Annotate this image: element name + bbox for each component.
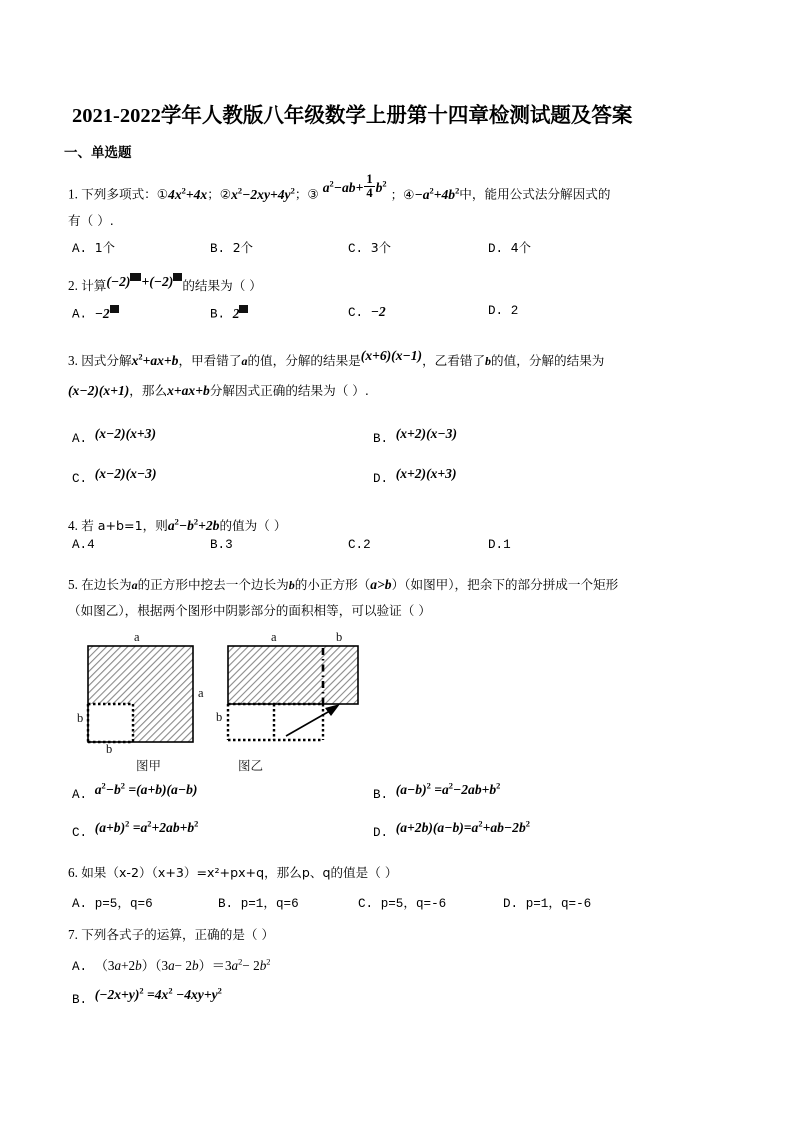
option-label: D.: [488, 242, 504, 256]
question-6-stem-text: 如果（x-2）（x+3）=x²+px+q，那么p、q的值是（ ）: [81, 865, 398, 880]
question-3: [68, 348, 736, 404]
question-4-stem: [68, 513, 736, 539]
option-text: 2: [363, 538, 371, 552]
question-6-option-d[interactable]: [503, 892, 591, 911]
question-7-number: 7.: [68, 927, 78, 942]
exponent-blob-99: [173, 273, 182, 281]
q5-t2: 的正方形中挖去一个边长为: [137, 577, 289, 592]
question-5-option-b[interactable]: [373, 780, 501, 802]
question-2-expr: (−2) +(−2): [106, 274, 182, 289]
right-shaded-region: [228, 646, 358, 704]
q3-t2: ，甲看错了: [178, 353, 242, 368]
question-3-option-a[interactable]: [72, 426, 156, 446]
option-label: B.: [373, 432, 389, 446]
q4-expr: $a^2-b^2+2b$: [167, 516, 220, 533]
option-label: A.: [72, 307, 88, 322]
option-text: $(a-b)^2 =a^2-2ab+b^2$: [395, 780, 501, 797]
option-text: 4: [87, 538, 95, 552]
question-1-stem-prefix: 下列多项式：①: [81, 186, 169, 202]
question-1-number: 1.: [68, 186, 78, 202]
question-7-stem: [68, 922, 736, 948]
question-7-stem-text: 下列各式子的运算，正确的是（ ）: [81, 927, 275, 942]
section-heading: 一、单选题: [64, 145, 132, 161]
question-1-stem: [68, 172, 736, 208]
q4-t1: 若 a+b=1，则: [81, 518, 168, 533]
question-3-number: 3.: [68, 353, 78, 368]
page-title: 2021-2022学年人教版八年级数学上册第十四章检测试题及答案: [72, 105, 633, 127]
question-3-option-c[interactable]: [72, 466, 157, 486]
option-label: A.: [72, 960, 88, 974]
right-label-left-b: b: [216, 710, 223, 724]
question-6-option-c[interactable]: [358, 892, 446, 911]
option-label: C.: [72, 472, 88, 486]
question-1-option-c[interactable]: [348, 238, 391, 256]
option-label: B.: [210, 538, 226, 552]
option-text: $(a+2b)(a-b)=a^2+ab-2b^2$: [395, 818, 530, 835]
q3-expr-3: (x−2)(x+1): [68, 383, 130, 398]
option-label: D.: [373, 472, 389, 486]
right-label-top-b: b: [336, 630, 343, 644]
option-label: B.: [218, 897, 234, 911]
option-text: 2: [510, 304, 519, 318]
question-1-expr-1: $4x^2+4x$: [168, 185, 208, 202]
option-text: (x+2)(x+3): [395, 466, 457, 481]
question-5-figure: [78, 632, 378, 772]
question-4-option-d[interactable]: [488, 538, 511, 552]
exponent-blob-100: [130, 273, 141, 281]
option-label: C.: [348, 306, 364, 320]
question-1-stem-suffix: 中，能用公式法分解因式的: [459, 186, 611, 202]
question-5-option-c[interactable]: [72, 818, 199, 840]
option-text: p=5，q=6: [94, 897, 153, 911]
q3-expr-1: $x^2+ax+b$: [131, 351, 179, 368]
question-1-option-b[interactable]: [210, 238, 253, 256]
question-4-options: [68, 538, 736, 558]
q3-t3: 的值，分解的结果是: [247, 353, 361, 368]
question-5-number: 5.: [68, 577, 78, 592]
question-2-number: 2.: [68, 278, 78, 293]
q5-cond: a>b: [370, 577, 392, 592]
option-label: B.: [72, 993, 88, 1007]
option-text: (x+2)(x−3): [395, 426, 457, 441]
question-6-number: 6.: [68, 865, 78, 880]
question-3-options: [68, 426, 736, 500]
q3-var-b: b: [485, 354, 492, 368]
option-label: A.: [72, 788, 88, 802]
question-7-option-b[interactable]: [72, 985, 222, 1007]
question-2: [68, 273, 736, 299]
option-text: (x−2)(x+3): [94, 426, 156, 441]
option-text: 3个: [370, 240, 391, 255]
q5-t3: 的小正方形（: [294, 577, 371, 592]
q3-expr-4: x+ax+b: [167, 383, 210, 398]
question-1-option-a[interactable]: [72, 238, 115, 256]
question-4-option-b[interactable]: [210, 538, 233, 552]
q3-t1: 因式分解: [81, 353, 132, 368]
question-1-expr-4: $-a^2+4b^2$: [414, 185, 460, 202]
move-arrow-shaft: [286, 708, 335, 736]
question-6-option-b[interactable]: [218, 892, 299, 911]
question-2-options: [68, 304, 736, 324]
question-6-option-a[interactable]: [72, 892, 153, 911]
option-label: A.: [72, 432, 88, 446]
option-text: −2: [95, 306, 119, 321]
question-1-expr-3: $a^2-ab+$ $\frac{1}{4}$ $b^2$: [322, 172, 387, 200]
option-text: (x−2)(x−3): [94, 466, 157, 481]
q5-var-2: b: [288, 578, 295, 592]
left-label-bottom-b: b: [106, 742, 113, 756]
option-text: −2: [370, 304, 386, 319]
question-1: [68, 172, 736, 234]
q3-expr-2: (x+6)(x−1): [360, 348, 423, 363]
question-1-option-d[interactable]: [488, 238, 531, 256]
question-2-option-b[interactable]: [210, 304, 248, 322]
question-2-stem-suffix: 的结果为（ ）: [182, 278, 262, 293]
q3-var-a: a: [241, 354, 248, 368]
exponent-blob-99: [239, 305, 248, 313]
question-1-sep-3: ；④: [390, 186, 415, 202]
question-7-option-a[interactable]: [72, 955, 271, 974]
question-2-stem-prefix: 计算: [81, 278, 107, 293]
option-text: $(a+b)^2 =a^2+2ab+b^2$: [94, 818, 199, 835]
exponent-blob-99: [110, 305, 119, 313]
q3-t5: 的值，分解的结果为: [491, 353, 605, 368]
move-arrow-head: [325, 704, 340, 716]
option-label: D.: [488, 538, 504, 552]
option-text: p=1，q=-6: [525, 897, 592, 911]
figure-svg: [78, 632, 378, 772]
figure-left-jia: [88, 646, 193, 742]
option-label: D.: [373, 826, 389, 840]
question-5-options: [68, 780, 736, 856]
option-text: $(-2x+y)^2 =4x^2 -4xy+y^2$: [94, 985, 222, 1002]
option-text: 1个: [94, 240, 115, 255]
question-4-number: 4.: [68, 518, 78, 533]
question-4-option-a[interactable]: [72, 538, 95, 552]
question-1-sep-1: ；②: [207, 186, 232, 202]
question-1-stem-line2: 有（ ）.: [68, 212, 114, 228]
left-figure-caption: 图甲: [136, 758, 162, 773]
left-label-right-a: a: [198, 686, 204, 700]
question-3-stem-line2: [68, 378, 736, 404]
option-label: B.: [373, 788, 389, 802]
left-notch-cutout: [88, 704, 133, 742]
question-4: [68, 513, 736, 539]
question-3-option-b[interactable]: [373, 426, 457, 446]
question-5-stem-line2: （如图乙），根据两个图形中阴影部分的面积相等，可以验证（ ）: [68, 603, 431, 618]
option-label: D.: [503, 897, 519, 911]
question-4-option-c[interactable]: [348, 538, 371, 552]
option-text: p=5，q=-6: [380, 897, 447, 911]
question-7-options: [68, 955, 736, 1015]
option-label: C.: [358, 897, 374, 911]
q4-t2: 的值为（ ）: [219, 518, 287, 533]
option-label: B.: [210, 242, 226, 256]
figure-right-yi: [228, 646, 358, 740]
option-text: 4个: [510, 240, 531, 255]
option-text: $a^2-b^2 =(a+b)(a-b)$: [94, 780, 198, 797]
q5-var-1: a: [131, 578, 138, 592]
question-5-option-a[interactable]: [72, 780, 198, 802]
option-label: C.: [348, 242, 364, 256]
left-label-top-a: a: [134, 630, 140, 644]
q3-t6: ，那么: [129, 383, 168, 398]
right-figure-caption: 图乙: [238, 758, 264, 773]
option-text: 2: [233, 306, 249, 321]
question-6-options: [68, 892, 736, 912]
right-label-top-a: a: [271, 630, 277, 644]
option-text: 3: [225, 538, 233, 552]
question-2-option-c[interactable]: [348, 304, 386, 320]
q5-t1: 在边长为: [81, 577, 132, 592]
question-1-expr-2: $x^2-2xy+4y^2$: [231, 185, 295, 202]
option-label: D.: [488, 304, 504, 318]
question-2-option-d[interactable]: [488, 304, 518, 318]
option-text: $(3a+2b)(3a- 2b)=3a^2- 2b^2$: [94, 956, 271, 973]
question-3-stem-line1: [68, 348, 736, 374]
question-2-option-a[interactable]: [72, 304, 119, 322]
option-label: C.: [72, 826, 88, 840]
option-label: A.: [72, 897, 88, 911]
option-label: C.: [348, 538, 364, 552]
question-1-sep-2: ；③: [294, 186, 319, 202]
question-5-option-d[interactable]: [373, 818, 530, 840]
q3-t7: 分解因式正确的结果为（ ）.: [209, 383, 369, 398]
q3-t4: ，乙看错了: [422, 353, 486, 368]
option-text: p=1，q=6: [240, 897, 299, 911]
left-label-left-b: b: [77, 711, 84, 725]
question-3-option-d[interactable]: [373, 466, 457, 486]
option-label: A.: [72, 538, 88, 552]
question-5-stem-line1: [68, 572, 736, 598]
option-text: 1: [503, 538, 511, 552]
question-6: [68, 860, 736, 886]
option-label: A.: [72, 242, 88, 256]
option-text: 2个: [232, 240, 253, 255]
question-2-stem: [68, 273, 736, 299]
question-6-stem: [68, 860, 736, 886]
question-1-options: [68, 238, 736, 258]
option-label: B.: [210, 307, 226, 322]
q5-t4: ）（如图甲），把余下的部分拼成一个矩形: [391, 577, 619, 592]
question-7: [68, 922, 736, 948]
question-5: [68, 572, 736, 624]
